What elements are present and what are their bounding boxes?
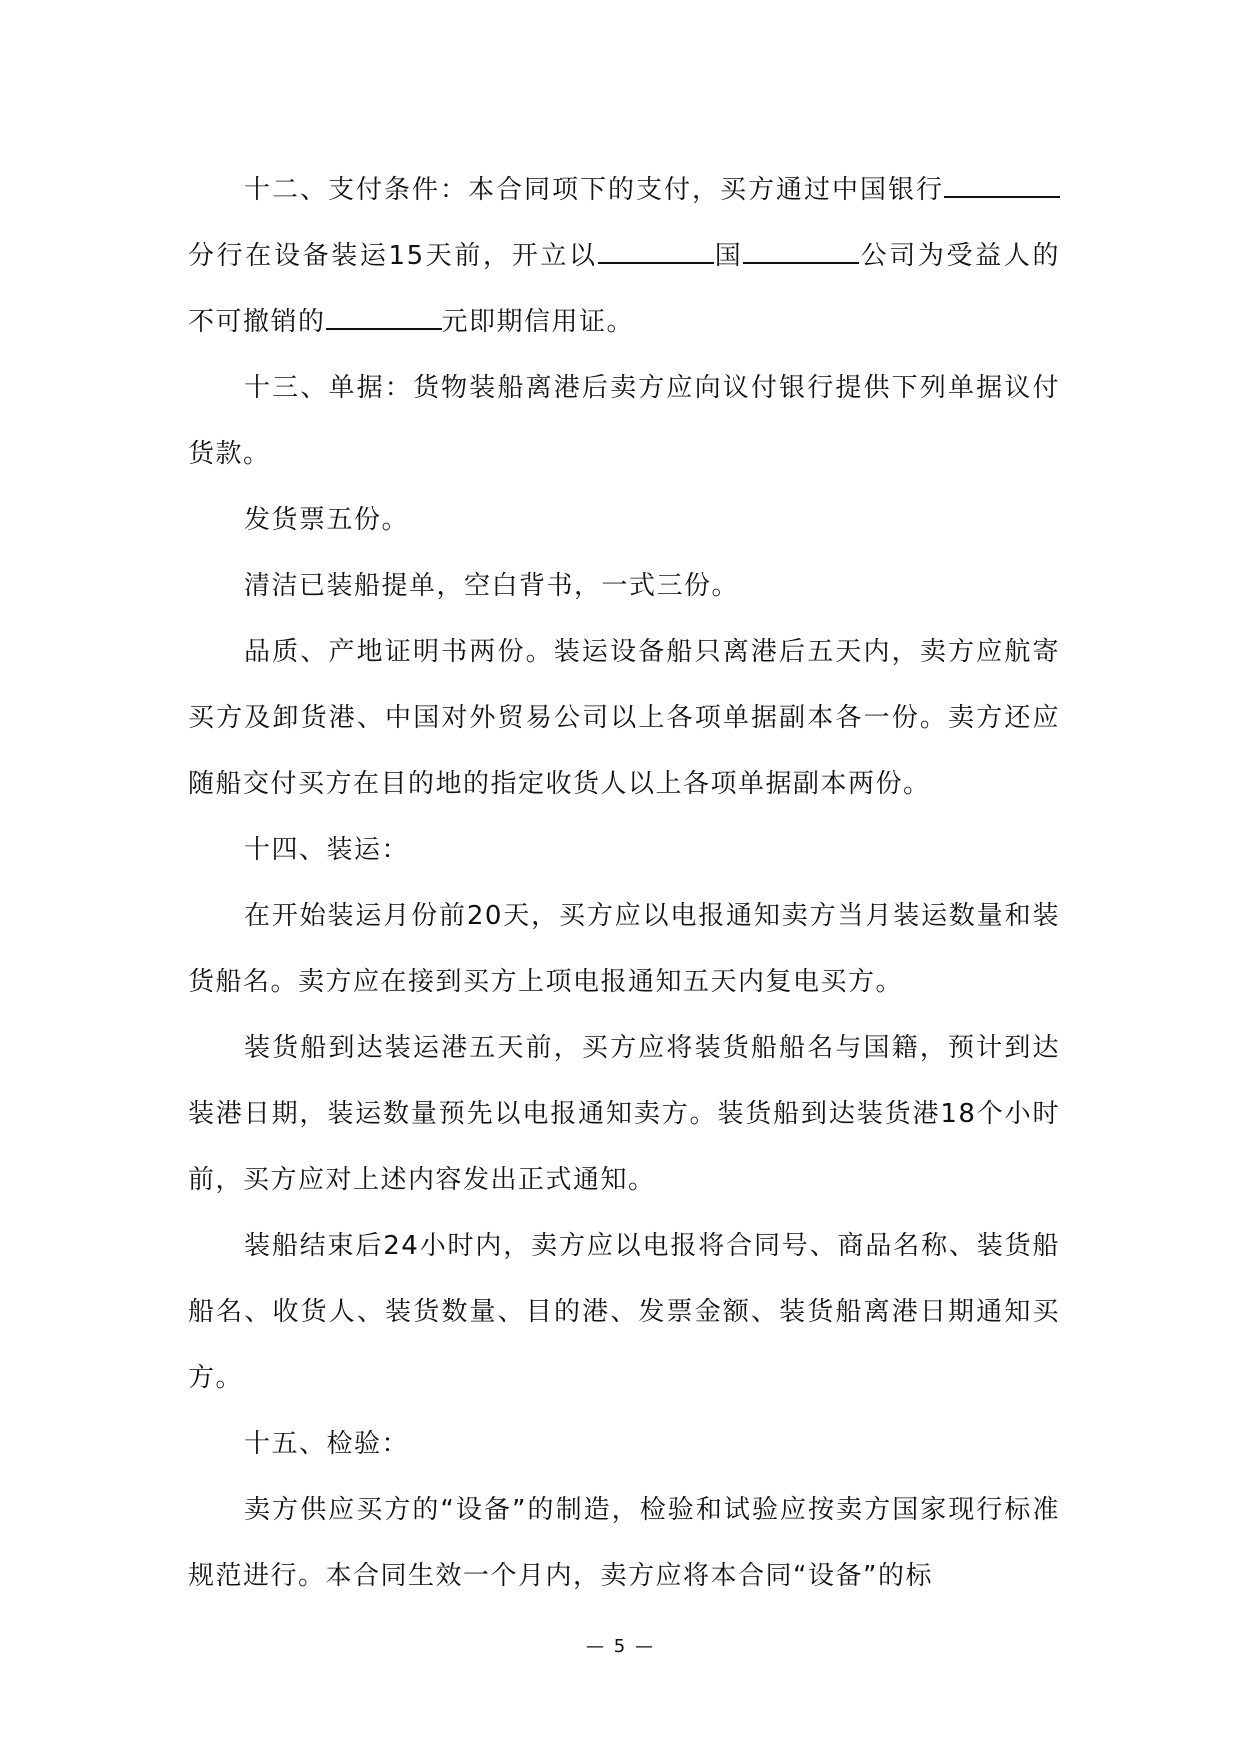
text-segment: 公司为受益人的不可撤销的 (188, 241, 1060, 337)
text-segment: 分行在设备装运15天前，开立以 (188, 241, 598, 271)
paragraph-payment-terms (188, 157, 1060, 355)
body-text (188, 157, 1060, 1609)
paragraph-inspection-heading: 十五、检验： (244, 1429, 410, 1459)
paragraph-shipment-heading: 十四、装运： (244, 835, 410, 865)
text-segment: 元即期信用证。 (441, 307, 635, 337)
paragraph-loading-complete: 装船结束后24小时内，卖方应以电报将合同号、商品名称、装货船船名、收货人、装货数量、目的港、发票金额、装货船离港日期通知买方。 (188, 1231, 1060, 1393)
paragraph-documents-heading: 十三、单据：货物装船离港后卖方应向议付银行提供下列单据议付货款。 (188, 373, 1060, 469)
blank-line (743, 242, 859, 264)
text-segment: 十二、支付条件：本合同项下的支付，买方通过中国银行 (244, 175, 944, 205)
blank-line (944, 176, 1060, 198)
text-segment: 国 (713, 241, 744, 271)
paragraph-shipment-notice: 在开始装运月份前20天，买方应以电报通知卖方当月装运数量和装货船名。卖方应在接到买方上项电报通知五天内复电买方。 (188, 901, 1060, 997)
blank-line (326, 308, 442, 330)
paragraph-invoice: 发货票五份。 (244, 505, 410, 535)
paragraph-vessel-arrival: 装货船到达装运港五天前，买方应将装货船船名与国籍，预计到达装港日期，装运数量预先以电报通知卖方。装货船到达装货港18个小时前，买方应对上述内容发出正式通知。 (188, 1033, 1060, 1195)
page-number: — 5 — (586, 1636, 655, 1657)
paragraph-inspection-standards: 卖方供应买方的“设备”的制造，检验和试验应按卖方国家现行标准规范进行。本合同生效一个月内，卖方应将本合同“设备”的标 (188, 1495, 1060, 1591)
paragraph-certificates: 品质、产地证明书两份。装运设备船只离港后五天内，卖方应航寄买方及卸货港、中国对外贸易公司以上各项单据副本各一份。卖方还应随船交付买方在目的地的指定收货人以上各项单据副本两份。 (188, 637, 1060, 799)
blank-line (598, 242, 714, 264)
paragraph-bill-of-lading: 清洁已装船提单，空白背书，一式三份。 (244, 571, 740, 601)
